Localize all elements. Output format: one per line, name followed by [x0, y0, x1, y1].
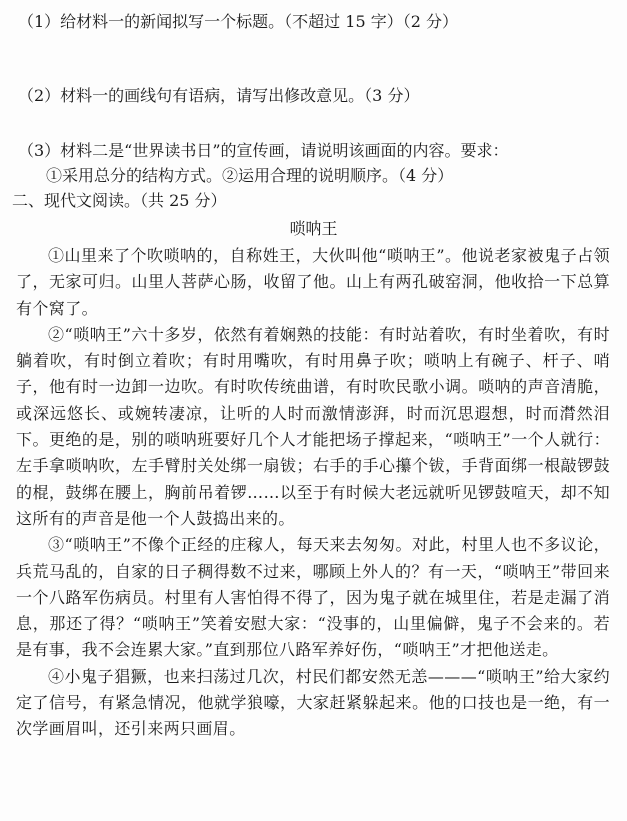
article-paragraph-3: ③“唢呐王”不像个正经的庄稼人，每天来去匆匆。对此，村里人也不多议论，兵荒马乱的，自家的日子稠得数不过来，哪顾上外人的？有一天，“唢呐王”带回来一个八路军伤病员。村里有人害怕得不得了，因为鬼子就在城里住，若是走漏了消息，那还了得？“唢呐王”笑着安慰大家：“没事的，山里偏僻，鬼子不会来的。若是有事，我不会连累大家。”直到那位八路军养好伤，“唢呐王”才把他送走。: [16, 535, 610, 660]
question-2: （2）材料一的画线句有语病，请写出修改意见。（3 分）: [18, 86, 420, 105]
question-3: （3）材料二是“世界读书日”的宣传画，请说明该画面的内容。要求：: [18, 141, 509, 160]
question-1: （1）给材料一的新闻拟写一个标题。（不超过 15 字）（2 分）: [18, 12, 458, 31]
article-title: 唢呐王: [289, 219, 338, 238]
section-heading: 二、现代文阅读。（共 25 分）: [12, 191, 227, 210]
article-paragraph-4: ④小鬼子猖獗，也来扫荡过几次，村民们都安然无恙———“唢呐王”给大家约定了信号，有紧急情况，他就学狼嚎，大家赶紧躲起来。他的口技也是一绝，有一次学画眉叫，还引来两只画眉。: [16, 666, 610, 739]
article-paragraph-2: ②“唢呐王”六十多岁，依然有着娴熟的技能：有时站着吹，有时坐着吹，有时躺着吹，有时倒立着吹；有时用嘴吹，有时用鼻子吹；唢呐上有碗子、杆子、哨子，他有时一边卸一边吹。有时吹传统曲谱，有时吹民歌小调。唢呐的声音清脆，或深远悠长、或婉转凄凉，让听的人时而激情澎湃，时而沉思遐想，时而潸然泪下。更绝的是，别的唢呐班要好几个人才能把场子撑起来，“唢呐王”一个人就行：左手拿唢呐吹，左手臂肘关处绑一扇钹；右手的手心攥个钹，手背面绑一根敲锣鼓的棍，鼓绑在腰上，胸前吊着锣……以至于有时候大老远就听见锣鼓喧天，却不知这所有的声音是他一个人鼓捣出来的。: [16, 324, 610, 528]
article-paragraph-1: ①山里来了个吹唢呐的，自称姓王，大伙叫他“唢呐王”。他说老家被鬼子占领了，无家可归。山里人菩萨心肠，收留了他。山上有两孔破窑洞，他收拾一下总算有个窝了。: [16, 246, 610, 318]
question-3-requirement: ①采用总分的结构方式。②运用合理的说明顺序。（4 分）: [46, 166, 454, 185]
article-body: [16, 243, 610, 743]
